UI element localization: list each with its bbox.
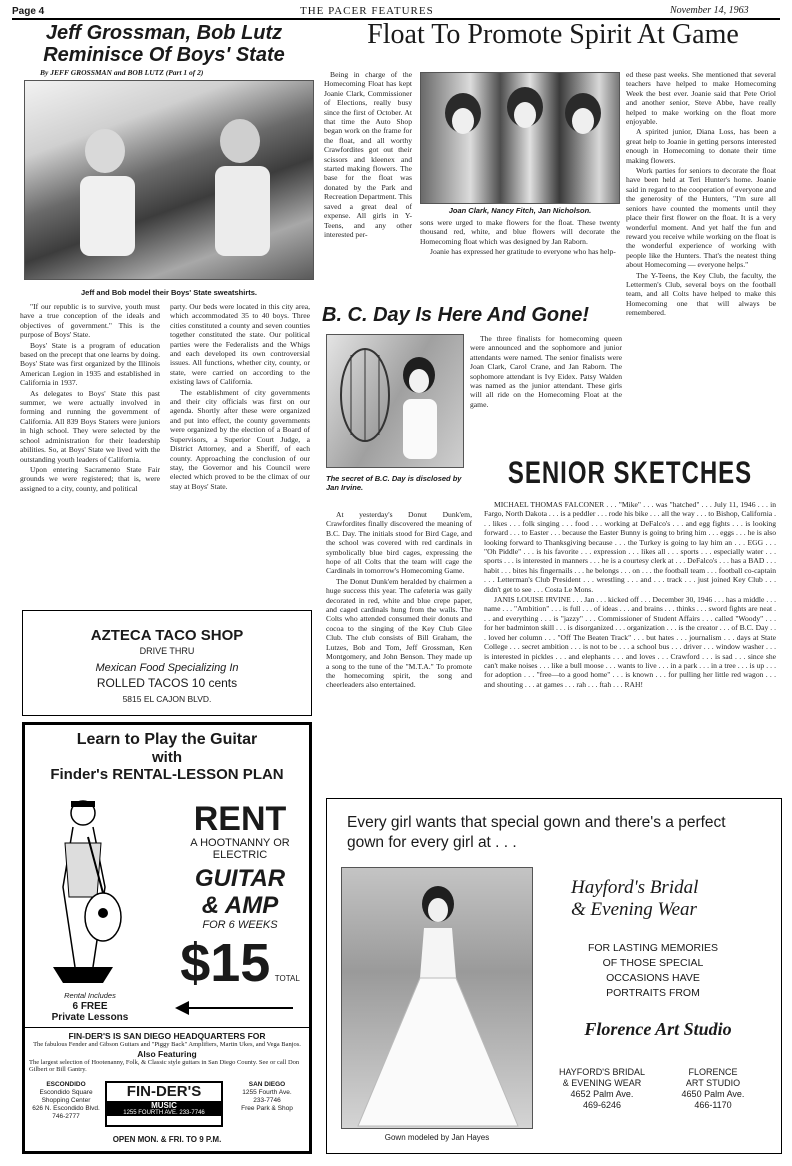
paragraph: The establishment of city governments and their city officials was first on our agenda. Shortly after these were organized and put into effect, the county governments were organized by the election of a Board of Supervisors, a Superior Court Judge, a District Attorney, and a Sheriff, of each county. Approaching the conclusion of our stay, the Governor and his Council were elected which proved to be the climax of our stay at Boys' State. xyxy=(170,387,310,491)
boys-state-caption: Jeff and Bob model their Boys' State sweatshirts. xyxy=(81,288,257,297)
bcday-photo xyxy=(326,334,464,468)
bcday-headline: B. C. Day Is Here And Gone! xyxy=(322,304,590,326)
memories-block xyxy=(553,941,753,1001)
rental-includes-label: Rental Includes xyxy=(64,991,116,1000)
float-column-c xyxy=(626,70,776,319)
bridal-ad xyxy=(326,798,782,1154)
guitar-word: GUITAR xyxy=(194,865,286,892)
paragraph: "If our republic is to survive, youth must have a true conception of the ideals and objectives of government." This is the purpose of Boys' State. xyxy=(20,302,160,340)
taco-line-1: Mexican Food Specializing In xyxy=(95,662,239,674)
largest-line: The largest selection of Hootenanny, Folk, & Classic style guitars in San Diego County. See or call Don Gilbert or Bill Gantry. xyxy=(29,1058,300,1073)
private-lessons: Private Lessons xyxy=(51,1012,129,1023)
boys-photo-figures xyxy=(25,81,315,281)
memories-line-1: FOR LASTING MEMORIES xyxy=(587,942,719,954)
florence-addr-2: ART STUDIO xyxy=(685,1078,741,1088)
hayfords-address xyxy=(547,1067,657,1111)
san-diego-store xyxy=(229,1081,305,1113)
bcday-caption: The secret of B.C. Day is disclosed by Jan Irvine. xyxy=(326,474,462,492)
taco-ad xyxy=(22,610,312,716)
float-column-a: Being in charge of the Homecoming Float has kept Joanie Clark, Commissioner of Elections, really busy since the first of October. At that time the Auto Shop began work on the frame for the float, and all worthy Crawfordites got out their scissors and kleenex and started making flowers. The base for the float was donated by the Park and Recreation Department. This saved a great deal of expense. All girls in Y-Teens, and any other interested per- xyxy=(324,70,412,239)
hayfords-addr-3: 4652 Palm Ave. xyxy=(570,1089,634,1099)
paragraph: ed these past weeks. She mentioned that several teachers have helped to make Homecoming Week the best ever. Joanie said that Pete Oriol and another senior, Steve Abbe, have really helped to make working on the float more enjoyable. xyxy=(626,70,776,127)
bridal-photo-caption: Gown modeled by Jan Hayes xyxy=(384,1133,490,1142)
sd-line-1: 1255 Fourth Ave. xyxy=(242,1089,292,1096)
florence-studio-script: Florence Art Studio xyxy=(584,1019,732,1039)
paragraph: party. Our beds were located in this city area, which accommodated 35 to 40 boys. Three cities constituted a county and seven counties together constituted the state. Our political parties were the Federalists and the Whigs and each developed its own controversial issues. All functions, whether city, county, or state, were carried on according to the existing laws of California. xyxy=(170,302,310,387)
float-photo-figures xyxy=(421,73,621,205)
bird-cage-illustration xyxy=(327,335,465,469)
bridal-headline: Every girl wants that special gown and there's a perfect gown for every girl at . . . xyxy=(347,814,726,851)
issue-date: November 14, 1963 xyxy=(670,5,749,16)
boys-state-photo xyxy=(24,80,314,280)
esc-heading: ESCONDIDO xyxy=(46,1081,86,1088)
florence-addr-3: 4650 Palm Ave. xyxy=(681,1089,745,1099)
paper-name: THE PACER xyxy=(300,5,368,17)
escondido-store xyxy=(31,1081,101,1121)
bride-gown-illustration xyxy=(342,868,534,1130)
florence-addr-1: FLORENCE xyxy=(688,1067,738,1077)
guitar-head-1: Learn to Play the Guitar xyxy=(76,731,258,748)
float-headline: Float To Promote Spirit At Game xyxy=(367,19,739,50)
guitar-ad xyxy=(22,722,312,1154)
shop-name-line-2: & Evening Wear xyxy=(571,899,697,920)
float-caption: Joan Clark, Nancy Fitch, Jan Nicholson. xyxy=(448,206,592,215)
senior-sketches-text xyxy=(484,500,776,690)
finders-logo-name: FIN-DER'S xyxy=(126,1083,202,1100)
rental-includes xyxy=(35,990,145,1023)
finders-logo-sub: MUSIC xyxy=(107,1101,221,1110)
brands-line: The fabulous Fender and Gibson Guitars and "Piggy Back" Amplifiers, Martin Ukes, and Vega Banjos. xyxy=(33,1041,301,1048)
taco-name: AZTECA TACO SHOP xyxy=(90,627,244,644)
masthead xyxy=(300,5,434,17)
section-name: FEATURES xyxy=(371,5,434,17)
hayfords-script xyxy=(571,877,698,921)
bridal-photo xyxy=(341,867,533,1129)
rent-block xyxy=(175,801,305,991)
arrow-left-icon xyxy=(175,1001,295,1015)
guitar-player-illustration xyxy=(33,797,133,987)
hayfords-addr-1: HAYFORD'S BRIDAL xyxy=(558,1067,646,1077)
hayfords-addr-2: & EVENING WEAR xyxy=(562,1078,642,1088)
amp-word: & AMP xyxy=(201,892,279,919)
finders-logo xyxy=(105,1081,223,1127)
memories-line-4: PORTRAITS FROM xyxy=(606,987,700,999)
senior-sketches-title: SENIOR SKETCHES xyxy=(507,455,753,491)
boys-state-column-2 xyxy=(170,302,310,492)
page-number: Page 4 xyxy=(12,6,45,17)
paragraph: sons were urged to make flowers for the float. These twenty thousand red, white, and blue flowers will decorate the Homecoming float which was designed by Jan Raborn. xyxy=(420,218,620,246)
florence-address xyxy=(663,1067,763,1111)
paragraph: The Donut Dunk'em heralded by chairmen a huge success this year. The cafeteria was gaily decorated in red, white and blue crepe paper, and caged cardinals hung from the walls. The Colts who attended consumed their donuts and cocoa to the singing of the Key Club Glee Club. The club consists of Bill Graham, the Lutzes, Bob and Tom, Jeff Grossman, Ken Montgomery, and John Benson. They made up a song to the tune of the "M.T.A." To promote the homecoming spirit, the song and cheerleaders also entertained. xyxy=(326,576,472,690)
float-photo xyxy=(420,72,620,204)
sd-line-2: Free Park & Shop xyxy=(241,1105,293,1112)
taco-line-2: ROLLED TACOS 10 cents xyxy=(96,676,238,690)
electric-line: ELECTRIC xyxy=(212,849,268,861)
rent-price: $15 xyxy=(180,933,271,993)
finders-logo-address: 1255 FOURTH AVE. 233-7746 xyxy=(107,1110,221,1116)
esc-line-3: 626 N. Escondido Blvd. xyxy=(32,1105,100,1112)
shop-name-line-1: Hayford's Bridal xyxy=(571,877,699,898)
sd-heading: SAN DIEGO xyxy=(248,1081,286,1088)
boys-state-column-1 xyxy=(20,302,160,494)
guitar-head-2: with xyxy=(152,749,182,766)
sd-phone: 233-7746 xyxy=(253,1097,281,1104)
free-lessons-count: 6 FREE xyxy=(72,1001,108,1012)
rent-word: RENT xyxy=(193,800,287,838)
boys-state-byline: By JEFF GROSSMAN and BOB LUTZ (Part 1 of 2) xyxy=(40,68,204,77)
guitar-info-block xyxy=(25,1027,309,1074)
also-featuring: Also Featuring xyxy=(137,1048,197,1059)
esc-phone: 746-2777 xyxy=(52,1113,80,1120)
boys-state-headline: Jeff Grossman, Bob Lutz Reminisce Of Boys' State xyxy=(43,22,285,66)
bcday-right-text: The three finalists for homecoming queen were announced and the sophomore and junior attendants were named. The senior finalists were Joan Clark, Carol Crane, and Jan Raborn. The sophomore attendant is Ivy Eidex. Patsy Walden was named as the junior attendant. These girls will all ride on the Homecoming Float at the game. xyxy=(470,334,622,409)
paragraph: At yesterday's Donut Dunk'em, Crawfordites finally discovered the meaning of B.C. Day. The initials stood for Bird Cage, and the school was covered with red cardinals in symbolically blue bird cages, expressing the hope of all Colts that the team will cage the Cardinals in tomorrow's Homecoming Game. xyxy=(326,510,472,576)
paragraph: As delegates to Boys' State this past summer, we were actually involved in forming and running the government of California. All 839 Boys Staters were juniors in high school. They were selected by the school administration for their leadership abilities. So, at Boys' State we lived with the outstanding youth leaders of California. xyxy=(20,388,160,464)
paragraph: Joanie has expressed her gratitude to everyone who has help- xyxy=(430,247,616,257)
esc-line-1: Escondido Square xyxy=(39,1089,93,1096)
esc-line-2: Shopping Center xyxy=(41,1097,91,1104)
bcday-body xyxy=(326,510,472,691)
paragraph: Boys' State is a program of education based on the precept that one learns by doing. Boys' State was first organized by the Illinois American Legion in 1935 and established in California in 1937. xyxy=(20,340,160,388)
store-hours: OPEN MON. & FRI. TO 9 P.M. xyxy=(112,1135,222,1144)
rent-total-label: TOTAL xyxy=(274,974,300,983)
memories-line-3: OCCASIONS HAVE xyxy=(606,972,700,984)
hootnanny-line: A HOOTNANNY OR xyxy=(190,837,290,849)
guitar-head-3: Finder's RENTAL-LESSON PLAN xyxy=(50,766,284,783)
paragraph: The Y-Teens, the Key Club, the faculty, the Lettermen's Club, several boys on the football team, and all Colts have helped to make this Homecoming one that will always be remembered. xyxy=(626,270,776,318)
florence-addr-4: 466-1170 xyxy=(694,1100,732,1110)
float-column-b xyxy=(420,218,620,258)
taco-address: 5815 EL CAJON BLVD. xyxy=(122,694,212,704)
hayfords-addr-4: 469-6246 xyxy=(582,1100,622,1110)
paragraph: Upon entering Sacramento State Fair grounds we were registered; that is, were assigned to a city, county, and political xyxy=(20,464,160,493)
taco-drive: DRIVE THRU xyxy=(139,646,195,656)
memories-line-2: OF THOSE SPECIAL xyxy=(602,957,704,969)
weeks-line: FOR 6 WEEKS xyxy=(202,919,278,931)
sketch-irvine: JANIS LOUISE IRVINE . . . Jan . . . kicked off . . . December 30, 1946 . . . has a middle . . . name . . . "Ambition" . . . is full . . . of ideas . . . and brains . . . thinks . . . sword fights are neat . . . and everything . . . is "jazzy" . . . Commissioner of Student Affairs . . . called "Woody" . . . for her badminton skill . . . is disorganized . . . organization . . . is the creator . . . of B.C. Day . . . loved her column . . . "Off The Beaten Track" . . . but hates . . . journalism . . . days at State College . . . secret ambition . . . is not to be . . . a school bus . . . driver . . . window washer . . . is interested in pickles . . . and elephants . . . and loves . . . Crawford . . . is sad . . . since she can't make noises . . . like a bull moose . . . wants to live . . . in a park . . . in a tree . . . is up . . . for adoption . . . "free—to a good home" . . . is known . . . for pulling her little red wagon . . . and shouting . . . at games . . . rah . . . ftah . . . RAH! xyxy=(484,595,776,689)
paragraph: A spirited junior, Diana Loss, has been a great help to Joanie in getting persons interested enough in Homecoming to donate their time making flowers. xyxy=(626,127,776,165)
hq-line: FIN-DER'S IS SAN DIEGO HEADQUARTERS FOR xyxy=(68,1031,266,1041)
paragraph: Work parties for seniors to decorate the float have been held at Teri Hunter's home. Joanie said in regard to the cooperation of everyone and the generosity of the Hunters, "I'm sure all seniors have counted the moments until they place their first flower on the float. It is a very wonderful moment. And yet half the fun and reward you receive while working on the float is the wonderful experience of working with people like the Hunters. That's the neatest thing about Homecoming — everyone helps." xyxy=(626,166,776,270)
sketch-falconer: MICHAEL THOMAS FALCONER . . . "Mike" . . . was "hatched" . . . July 11, 1946 . . . in Fargo, North Dakota . . . is a peddler . . . rode his bike . . . all the way . . . to Bishop, California . . . likes . . . folk singing . . . food . . . working at DeFalco's . . . and egg fights . . . is looking forward . . . to Easter . . . because the Easter Bunny is going to bring him . . . eggs . . . he is also looking forward to Thanksgiving because . . . the Turkey is going to lay him an . . . EGG . . . "Oh Piddle" . . . is his favorite . . . expression . . . likes all . . . sports . . . especially water . . . sports . . . is interested in manners . . . he is a courtesy clerk at . . . DeFalco's . . . has a BAD . . . habit . . . bites his fingernails . . . he belongs . . . on . . . the football team . . . football co-captain . . . Letterman's Club President . . . wrestling . . . and . . . track . . . just joined Key Club . . . didn't get to see . . . Costa Le Mons. xyxy=(484,500,776,594)
